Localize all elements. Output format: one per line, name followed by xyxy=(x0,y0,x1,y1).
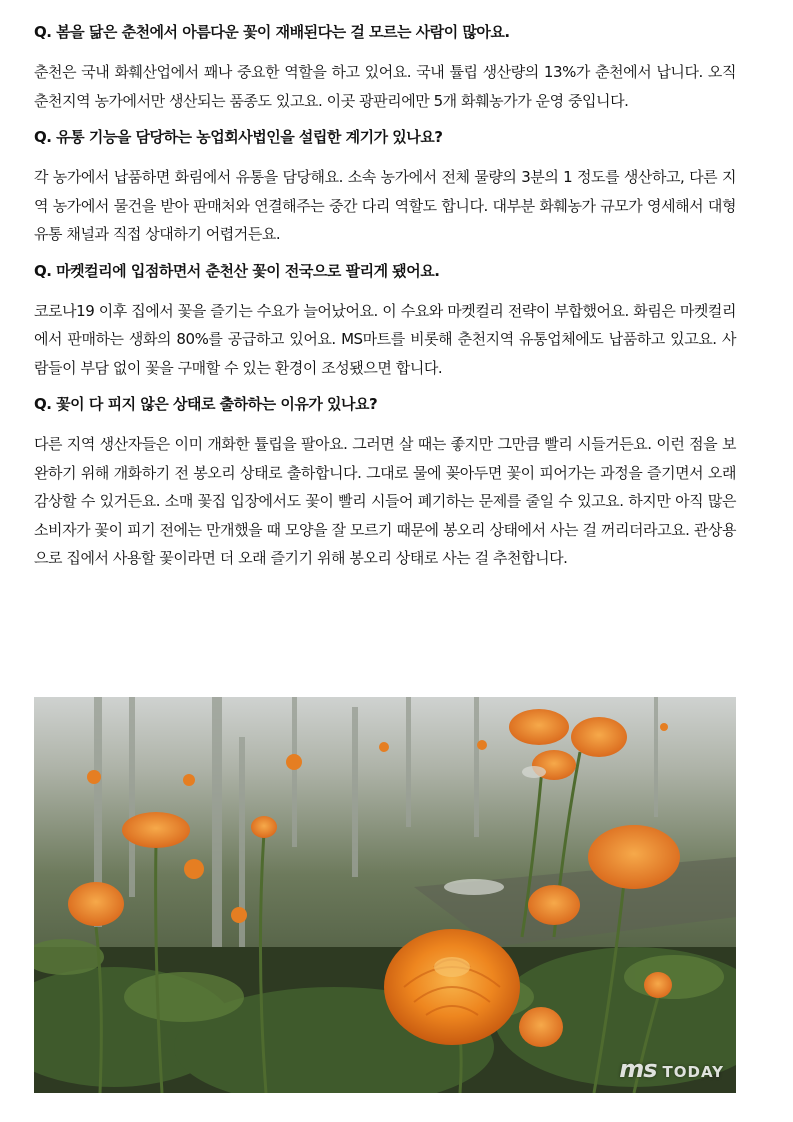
question-4: Q. 꽃이 다 피지 않은 상태로 출하하는 이유가 있나요? xyxy=(34,395,378,413)
ranunculus-greenhouse-photo xyxy=(34,697,736,1093)
answer-3: 코로나19 이후 집에서 꽃을 즐기는 수요가 늘어났어요. 이 수요와 마켓컬리 전략이 부합했어요. 화림은 마켓컬리에서 판매하는 생화의 80%를 공급하고 있어요. MS마트를 비롯해 춘천지역 유통업체에도 납품하고 있고요. 사람들이 부담 없이 꽃을 구매할 수 있는 환경이 조성됐으면 합니다. xyxy=(34,301,736,377)
answer-1: 춘천은 국내 화훼산업에서 꽤나 중요한 역할을 하고 있어요. 국내 튤립 생산량의 13%가 춘천에서 납니다. 오직 춘천지역 농가에서만 생산되는 품종도 있고요. 이곳 광판리에만 5개 화훼농가가 운영 중입니다. xyxy=(34,63,736,110)
article-body xyxy=(34,18,736,581)
answer-4: 다른 지역 생산자들은 이미 개화한 튤립을 팔아요. 그러면 살 때는 좋지만 그만큼 빨리 시들거든요. 이런 점을 보완하기 위해 개화하기 전 봉오리 상태로 출하합니다. 그대로 물에 꽂아두면 꽃이 피어가는 과정을 즐기면서 오래 감상할 수 있거든요. 소매 꽃집 입장에서도 꽃이 빨리 시들어 폐기하는 문제를 줄일 수 있고요. 하지만 아직 많은 소비자가 꽃이 피기 전에는 만개했을 때 모양을 잘 모르기 때문에 봉오리 상태에서 사는 걸 꺼리더라고요. 관상용으로 집에서 사용할 꽃이라면 더 오래 즐기기 위해 봉오리 상태로 사는 걸 추천합니다. xyxy=(34,435,736,567)
qa-item-2 xyxy=(34,123,736,249)
qa-item-3 xyxy=(34,257,736,383)
flower-photo-illustration xyxy=(34,697,736,1093)
question-2: Q. 유통 기능을 담당하는 농업회사법인을 설립한 계기가 있나요? xyxy=(34,128,443,146)
watermark-today: TODAY xyxy=(662,1063,724,1081)
answer-2: 각 농가에서 납품하면 화림에서 유통을 담당해요. 소속 농가에서 전체 물량의 3분의 1 정도를 생산하고, 다른 지역 농가에서 물건을 받아 판매처와 연결해주는 중간 다리 역할도 합니다. 대부분 화훼농가 규모가 영세해서 대형 유통 채널과 직접 상대하기 어렵거든요. xyxy=(34,168,736,243)
question-1: Q. 봄을 닮은 춘천에서 아름다운 꽃이 재배된다는 걸 모르는 사람이 많아요. xyxy=(34,23,510,41)
mstoday-watermark-logo xyxy=(619,1055,724,1083)
qa-item-1 xyxy=(34,18,736,115)
qa-item-4 xyxy=(34,390,736,573)
watermark-ms: ms xyxy=(619,1055,657,1083)
question-3: Q. 마켓컬리에 입점하면서 춘천산 꽃이 전국으로 팔리게 됐어요. xyxy=(34,261,440,280)
